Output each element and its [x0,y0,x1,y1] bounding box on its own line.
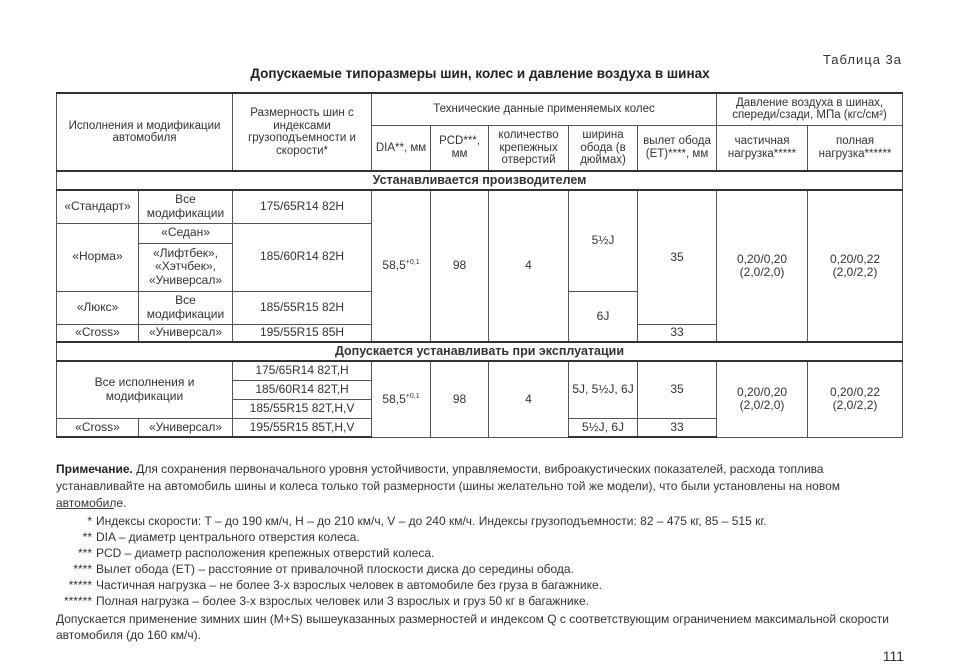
version-standart: «Стандарт» [57,190,139,223]
offset-cell: 35 [638,190,717,324]
page-number: 111 [882,648,904,664]
version-all: Все исполнения и модификации [57,361,233,418]
mod-universal: «Универсал» [139,418,233,437]
rim-width-cell: 6J [569,291,638,342]
mod-all: Все модификации [139,190,233,223]
section-operation: Допускается устанавливать при эксплуатации [57,342,903,361]
footnote: *** PCD – диаметр расположения крепежных отверстий колеса. [77,546,435,560]
tire-size-cell: 185/60R14 82H [233,223,372,291]
header-full-load: полная нагрузка****** [808,125,903,171]
version-norma: «Норма» [57,223,139,291]
winter-tires-note: Допускается применение зимних шин (M+S) вышеуказанных размерностей и индексом Q с соответствующим ограничением максимальной скорости автомобиля (до 160 км/ч). [56,612,889,642]
header-tire-size: Размерность шин с индексами грузоподъемности и скорости* [233,93,372,171]
partial-load-cell: 0,20/0,20 (2,0/2,0) [717,190,808,342]
header-rim-width: ширина обода (в дюймах) [569,125,638,171]
note-label: Примечание. [56,462,133,476]
rim-width-cell: 5½J, 6J [569,418,638,437]
mod-universal: «Универсал» [139,324,233,342]
mod-sedan: «Седан» [139,223,233,243]
tire-size-cell: 195/55R15 85H [233,324,372,342]
header-dia: DIA**, мм [372,125,431,171]
header-partial-load: частичная нагрузка***** [717,125,808,171]
tire-size-cell: 175/65R14 82H [233,190,372,223]
rim-width-cell: 5½J [569,190,638,291]
header-versions: Исполнения и модификации автомобиля [57,93,233,171]
footnote: ***** Частичная нагрузка – не более 3-х взрослых человек в автомобиле без груза в багажнике. [68,578,602,592]
partial-load-cell: 0,20/0,20 (2,0/2,0) [717,361,808,437]
footnote: * Индексы скорости: T – до 190 км/ч, H – до 210 км/ч, V – до 240 км/ч. Индексы грузоподъемности: 82 – 475 кг, 85 – 515 кг. [87,514,767,528]
tire-table [56,92,903,438]
tire-size-cell: 185/60R14 82T,H [233,380,372,399]
version-lux: «Люкс» [57,291,139,324]
full-load-cell: 0,20/0,22 (2,0/2,2) [808,190,903,342]
dia-cell: $58,5^{+0,1}$ [372,361,431,437]
offset-cell: 33 [638,418,717,437]
note-text: Для сохранения первоначального уровня устойчивости, управляемости, виброакустических показателей, расхода топлива устанавливайте на автомобиль шины и колеса только той размерности (шины желательно той же модели), что были установлены на новом автомобиле. [56,462,840,510]
footnote-divider [56,508,114,509]
header-offset: вылет обода (ET)****, мм [638,125,717,171]
mod-liftback: «Лифтбек», «Хэтчбек», «Универсал» [139,243,233,291]
version-cross: «Cross» [57,418,139,437]
offset-cell: 35 [638,361,717,418]
pcd-cell: 98 [431,190,489,342]
header-holes: количество крепежных отверстий [489,125,569,171]
table-label: Таблица 3а [822,52,902,67]
header-pcd: PCD***, мм [431,125,489,171]
footnote: **** Вылет обода (ET) – расстояние от привалочной плоскости диска до середины обода. [73,562,574,576]
tire-size-cell: 185/55R15 82T,H,V [233,399,372,418]
tire-size-cell: 195/55R15 85T,H,V [233,418,372,437]
version-cross: «Cross» [57,324,139,342]
holes-cell: 4 [489,190,569,342]
footnote: ** DIA – диаметр центрального отверстия колеса. [82,530,360,544]
pcd-cell: 98 [431,361,489,437]
mod-all: Все модификации [139,291,233,324]
note-paragraph [56,461,906,512]
dia-cell: $58,5^{+0,1}$ [372,190,431,342]
offset-cell: 33 [638,324,717,342]
header-tech-data: Технические данные применяемых колес [372,93,717,125]
table-title: Допускаемые типоразмеры шин, колес и давление воздуха в шинах [250,66,710,81]
rim-width-cell: 5J, 5½J, 6J [569,361,638,418]
holes-cell: 4 [489,361,569,437]
full-load-cell: 0,20/0,22 (2,0/2,2) [808,361,903,437]
tire-size-cell: 175/65R14 82T,H [233,361,372,380]
section-factory: Устанавливается производителем [57,171,903,190]
header-pressure: Давление воздуха в шинах, спереди/сзади, МПа (кгс/см²) [717,93,903,125]
tire-size-cell: 185/55R15 82H [233,291,372,324]
footnote: ****** Полная нагрузка – более 3-х взрослых человек или 3 взрослых и груз 50 кг в багажнике. [63,594,590,608]
